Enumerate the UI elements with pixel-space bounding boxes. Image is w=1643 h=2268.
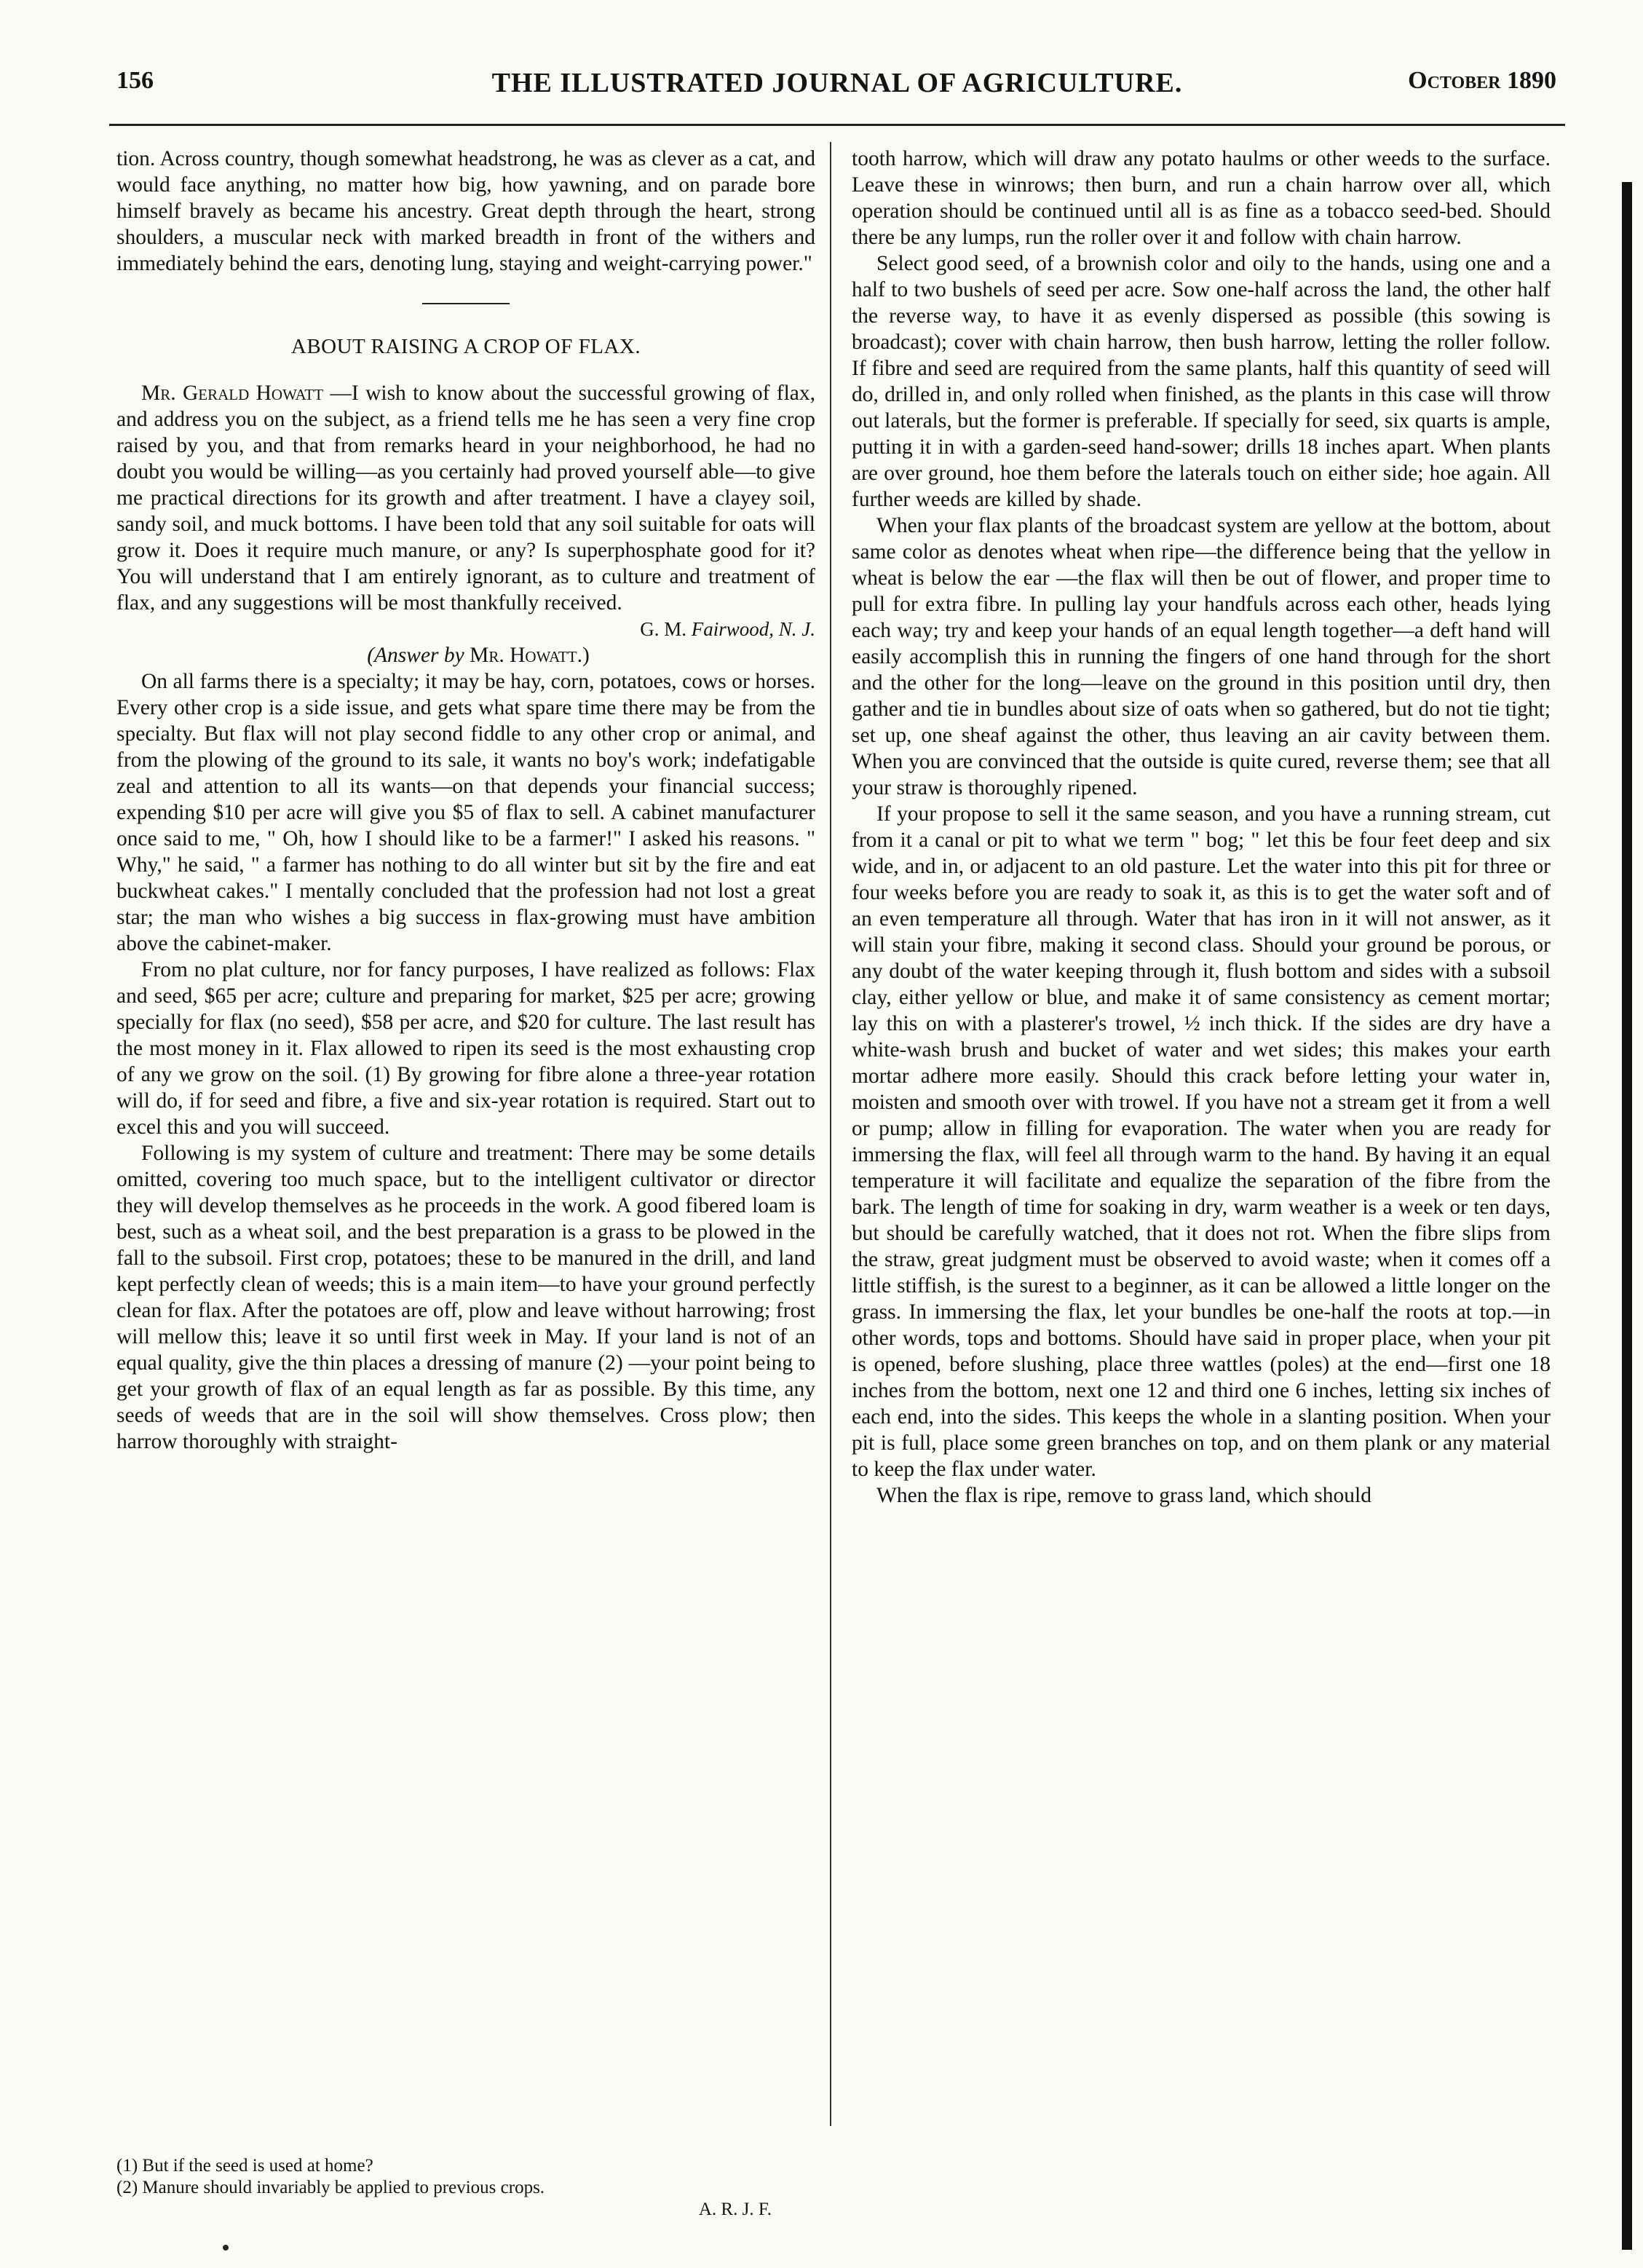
answer-name: Mr. Howatt.) — [470, 644, 590, 667]
body-paragraph: When your flax plants of the broadcast system are yellow at the bottom, about same color as denotes wheat when ripe—the difference being that the yellow in wheat is below the ear —the flax will then be out of flower, and proper time to pull for extra fibre. In pulling lay your handfuls across each other, heads lying each way; try and keep your hands of an equal length together—a deft hand will easily accomplish this in running the fingers of one hand through for the short and the other for the long—leave on the ground in this position until dry, then gather and tie in bundles about size of oats when so gathered, but do not tie tight; set up, one sheaf against the other, thus leaving an air cavity between them. When you are convinced that the outside is quite cured, reverse them; see that all your straw is thoroughly ripened. — [852, 514, 1551, 799]
right-column — [852, 146, 1551, 1509]
page-header — [109, 67, 1565, 111]
body-paragraph: Select good seed, of a brownish color and oily to the hands, using one and a half to two bushels of seed per acre. Sow one-half across the land, the other half the reverse way, to have it as evenly dispersed as possible (this sowing is broadcast); cover with chain harrow, then bush harrow, letting the roller follow. If fibre and seed are required from the same plants, half this quantity of seed will do, drilled in, and only rolled when finished, as the plants in this case will throw out laterals, but the former is preferable. If specially for seed, six quarts is ample, putting it in with a garden-seed hand-sower; drills 18 inches apart. When plants are over ground, hoe them before the laterals touch on either side; hoe again. All further weeds are killed by shade. — [852, 252, 1551, 511]
body-paragraph: From no plat culture, nor for fancy purposes, I have realized as follows: Flax and seed, $65 per acre; culture and preparing for market, $25 per acre; growing specially for flax (no seed), $58 per acre, and $20 for culture. The last result has the most money in it. Flax allowed to ripen its seed is the most exhausting crop of any we grow on the soil. (1) By growing for fibre alone a three-year rotation will do, if for seed and fibre, a five and six-year rotation is required. Start out to excel this and you will succeed. — [116, 958, 815, 1139]
left-column — [116, 146, 815, 1455]
issue-date: October 1890 — [1408, 67, 1556, 94]
signature-place: Fairwood, N. J. — [691, 618, 815, 640]
journal-title: THE ILLUSTRATED JOURNAL OF AGRICULTURE. — [491, 68, 1183, 98]
signature-initials: G. M. — [640, 618, 686, 640]
footnote-1: (1) But if the seed is used at home? — [116, 2156, 373, 2176]
body-paragraph: When the flax is ripe, remove to grass land, which should — [876, 1484, 1371, 1507]
letter-body: —I wish to know about the successful growing of flax, and address you on the subject, as a friend tells me he has seen a very fine crop raised by you, and that from remarks heard in your neighborhood, he had no doubt you would be willing—as you certainly had proved yourself able—to give me practical directions for its growth and after treatment. I have a clayey soil, sandy soil, and muck bottoms. I have been told that any soil suitable for oats will grow it. Does it require much manure, or any? Is superphosphate good for it? You will understand that I am entirely ignorant, as to culture and treatment of flax, and any suggestions will be most thankfully received. — [116, 382, 815, 615]
answer-lead: (Answer by — [367, 644, 464, 667]
body-paragraph: tooth harrow, which will draw any potato haulms or other weeds to the surface. Leave these in winrows; then burn, and run a chain harrow over all, which operation should be continued until all is as fine as a tobacco seed-bed. Should there be any lumps, run the roller over it and follow with chain harrow. — [852, 147, 1551, 249]
page-edge-bar — [1622, 182, 1632, 2250]
footnote-2: (2) Manure should invariably be applied to previous crops. — [116, 2178, 545, 2197]
letter-salutation: Mr. Gerald Howatt — [141, 382, 324, 405]
answer-byline — [116, 642, 815, 668]
footnotes — [116, 2155, 801, 2221]
letter-signature — [116, 616, 815, 642]
ink-dot — [223, 2245, 229, 2251]
footnote-initials: A. R. J. F. — [698, 2200, 772, 2219]
page-number: 156 — [116, 67, 154, 94]
header-rule — [109, 124, 1565, 126]
body-paragraph: Following is my system of culture and treatment: There may be some details omitted, covering too much space, but to the intelligent cultivator or director they will develop themselves as he proceeds in the work. A good fibered loam is best, such as a wheat soil, and the best preparation is a grass to be plowed in the fall to the subsoil. First crop, potatoes; these to be manured in the drill, and land kept perfectly clean of weeds; this is a main item—to have your ground perfectly clean for flax. After the potatoes are off, plow and leave without harrowing; frost will mellow this; leave it so until first week in May. If your land is not of an equal quality, give the thin places a dressing of manure (2) —your point being to get your growth of flax of an equal length as far as possible. By this time, any seeds of weeds that are in the soil will show themselves. Cross plow; then harrow thoroughly with straight- — [116, 1142, 815, 1453]
section-divider — [422, 303, 510, 304]
article-title: ABOUT RAISING A CROP OF FLAX. — [290, 335, 641, 358]
letter-paragraph — [116, 380, 815, 616]
continuation-paragraph: tion. Across country, though somewhat headstrong, he was as clever as a cat, and would face anything, no matter how big, how yawning, and on parade bore himself bravely as became his ancestry. Great depth through the heart, strong shoulders, a muscular neck with marked breadth in front of the withers and immediately behind the ears, denoting lung, staying and weight-carrying power." — [116, 147, 815, 275]
column-divider — [830, 142, 831, 2126]
body-paragraph: If your propose to sell it the same season, and you have a running stream, cut from it a canal or pit to what we term " bog; " let this be four feet deep and six wide, and in, or adjacent to an old pasture. Let the water into this pit for three or four weeks before you are ready to soak it, as this is to get the water soft and of an even temperature all through. Water that has iron in it will not answer, as it will stain your fibre, making it second class. Should your ground be porous, or any doubt of the water keeping through it, flush bottom and sides with a subsoil clay, either yellow or blue, and make it of same consistency as cement mortar; lay this on with a plasterer's trowel, ½ inch thick. If the sides are dry have a white-wash brush and bucket of water and wet sides; this makes your earth mortar adhere more easily. Should this crack before letting your water in, moisten and smooth over with trowel. If you have not a stream get it from a well or pump; allow in filling for evaporation. The water when you are ready for immersing the flax, will feel all through warm to the hand. By having it an equal temperature it will facilitate and equalize the separation of the fibre from the bark. The length of time for soaking in dry, warm weather is a week or ten days, but should be carefully watched, that it does not rot. When the fibre slips from the straw, great judgment must be observed to avoid waste; when it comes off a little stiffish, is the surest to a beginner, as it can be allowed a little longer on the grass. In immersing the flax, let your bundles be one-half the roots at top.—in other words, tops and bottoms. Should have said in proper place, when your pit is opened, before slushing, place three wattles (poles) at the end—first one 18 inches from the bottom, next one 12 and third one 6 inches, letting six inches of each end, into the sides. This keeps the whole in a slanting position. When your pit is full, place some green branches on top, and on them plank or any material to keep the flax under water. — [852, 802, 1551, 1481]
body-paragraph: On all farms there is a specialty; it may be hay, corn, potatoes, cows or horses. Every other crop is a side issue, and gets what spare time there may be from the specialty. But flax will not play second fiddle to any other crop or animal, and from the plowing of the ground to its sale, it wants no boy's work; indefatigable zeal and attention to all its wants—on that depends your financial success; expending $10 per acre will give you $5 of flax to sell. A cabinet manufacturer once said to me, " Oh, how I should like to be a farmer!" I asked his reasons. " Why," he said, " a farmer has nothing to do all winter but sit by the fire and eat buckwheat cakes." I mentally concluded that the profession had not lost a great star; the man who wishes a big success in flax-growing must have ambition above the cabinet-maker. — [116, 670, 815, 955]
